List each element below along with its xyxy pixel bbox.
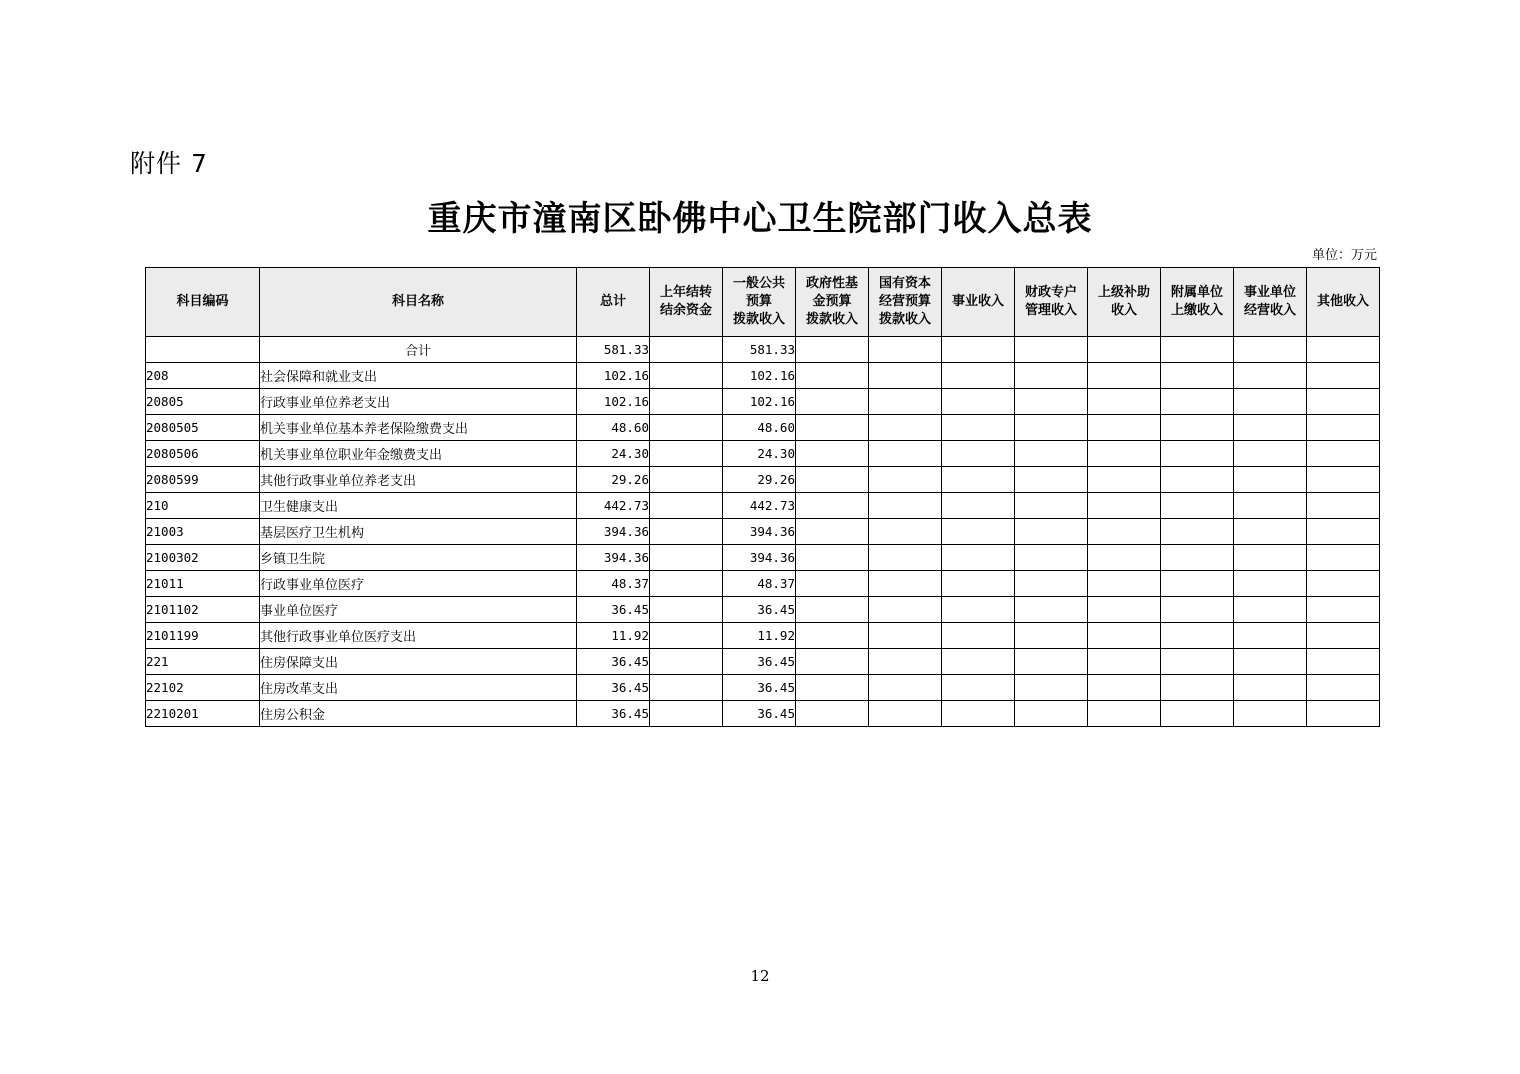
- table-row: [146, 597, 1380, 623]
- cell-empty: [796, 441, 869, 467]
- header-state-capital-budget: 国有资本 经营预算 拨款收入: [869, 268, 942, 337]
- cell-name: 乡镇卫生院: [260, 545, 577, 571]
- cell-carryover: [650, 467, 723, 493]
- cell-empty: [1234, 571, 1307, 597]
- cell-total: 48.60: [577, 415, 650, 441]
- cell-empty: [1088, 675, 1161, 701]
- header-row: [146, 268, 1380, 337]
- cell-empty: [1015, 467, 1088, 493]
- cell-code: 2100302: [146, 545, 260, 571]
- cell-empty: [1234, 337, 1307, 363]
- cell-empty: [869, 649, 942, 675]
- cell-empty: [796, 363, 869, 389]
- header-subject-name: 科目名称: [260, 268, 577, 337]
- cell-carryover: [650, 363, 723, 389]
- cell-name: 其他行政事业单位医疗支出: [260, 623, 577, 649]
- cell-empty: [869, 337, 942, 363]
- revenue-table: [145, 267, 1380, 727]
- cell-empty: [1015, 441, 1088, 467]
- cell-empty: [942, 467, 1015, 493]
- cell-empty: [1307, 545, 1380, 571]
- cell-empty: [1161, 363, 1234, 389]
- cell-general-budget: 48.60: [723, 415, 796, 441]
- cell-general-budget: 36.45: [723, 649, 796, 675]
- cell-name: 机关事业单位基本养老保险缴费支出: [260, 415, 577, 441]
- cell-empty: [1088, 649, 1161, 675]
- cell-empty: [869, 597, 942, 623]
- cell-empty: [796, 701, 869, 727]
- cell-name: 住房改革支出: [260, 675, 577, 701]
- cell-name: 机关事业单位职业年金缴费支出: [260, 441, 577, 467]
- cell-empty: [1161, 415, 1234, 441]
- header-other-income: 其他收入: [1307, 268, 1380, 337]
- table-row: [146, 675, 1380, 701]
- cell-empty: [796, 623, 869, 649]
- cell-code: 22102: [146, 675, 260, 701]
- table-row: [146, 571, 1380, 597]
- cell-total: 394.36: [577, 519, 650, 545]
- cell-empty: [1307, 649, 1380, 675]
- cell-carryover: [650, 701, 723, 727]
- cell-empty: [869, 571, 942, 597]
- cell-empty: [1161, 597, 1234, 623]
- cell-empty: [796, 597, 869, 623]
- cell-name: 住房保障支出: [260, 649, 577, 675]
- cell-empty: [1307, 571, 1380, 597]
- cell-empty: [1307, 597, 1380, 623]
- cell-empty: [1088, 493, 1161, 519]
- cell-empty: [796, 571, 869, 597]
- cell-code: 2101199: [146, 623, 260, 649]
- cell-empty: [1161, 701, 1234, 727]
- cell-empty: [1161, 545, 1234, 571]
- cell-empty: [1088, 441, 1161, 467]
- cell-empty: [1161, 649, 1234, 675]
- cell-empty: [1088, 623, 1161, 649]
- table-body: [146, 337, 1380, 727]
- page-title-text: 重庆市潼南区卧佛中心卫生院部门收入总表: [427, 199, 1093, 239]
- cell-general-budget: 24.30: [723, 441, 796, 467]
- cell-empty: [796, 493, 869, 519]
- unit-label: 单位：万元: [1311, 248, 1377, 263]
- cell-general-budget: 102.16: [723, 363, 796, 389]
- cell-carryover: [650, 337, 723, 363]
- cell-empty: [1088, 337, 1161, 363]
- cell-empty: [1307, 415, 1380, 441]
- table-row: [146, 519, 1380, 545]
- cell-name: 行政事业单位医疗: [260, 571, 577, 597]
- cell-code: 2210201: [146, 701, 260, 727]
- cell-code: 20805: [146, 389, 260, 415]
- cell-carryover: [650, 389, 723, 415]
- cell-empty: [1307, 441, 1380, 467]
- cell-total: 102.16: [577, 363, 650, 389]
- cell-empty: [942, 441, 1015, 467]
- cell-empty: [1234, 545, 1307, 571]
- cell-empty: [869, 389, 942, 415]
- cell-empty: [869, 363, 942, 389]
- cell-carryover: [650, 493, 723, 519]
- header-subject-code: 科目编码: [146, 268, 260, 337]
- cell-general-budget: 394.36: [723, 519, 796, 545]
- cell-empty: [796, 337, 869, 363]
- cell-empty: [942, 337, 1015, 363]
- header-business-operation-income: 事业单位 经营收入: [1234, 268, 1307, 337]
- cell-carryover: [650, 623, 723, 649]
- cell-empty: [1234, 441, 1307, 467]
- cell-code: 221: [146, 649, 260, 675]
- cell-code: [146, 337, 260, 363]
- cell-carryover: [650, 649, 723, 675]
- cell-empty: [1234, 701, 1307, 727]
- cell-empty: [1015, 389, 1088, 415]
- cell-empty: [1234, 597, 1307, 623]
- cell-empty: [796, 649, 869, 675]
- cell-empty: [1015, 649, 1088, 675]
- cell-total-label: 合计: [260, 337, 577, 363]
- cell-empty: [1307, 519, 1380, 545]
- cell-empty: [942, 571, 1015, 597]
- table-row: [146, 701, 1380, 727]
- cell-general-budget: 442.73: [723, 493, 796, 519]
- cell-general-budget: 36.45: [723, 597, 796, 623]
- cell-empty: [942, 675, 1015, 701]
- header-fiscal-account-income: 财政专户 管理收入: [1015, 268, 1088, 337]
- cell-empty: [1234, 675, 1307, 701]
- cell-total: 102.16: [577, 389, 650, 415]
- cell-total: 36.45: [577, 597, 650, 623]
- cell-name: 基层医疗卫生机构: [260, 519, 577, 545]
- cell-empty: [1088, 571, 1161, 597]
- cell-general-budget: 36.45: [723, 675, 796, 701]
- cell-empty: [869, 493, 942, 519]
- table-row: [146, 441, 1380, 467]
- header-superior-subsidy: 上级补助 收入: [1088, 268, 1161, 337]
- cell-name: 其他行政事业单位养老支出: [260, 467, 577, 493]
- cell-empty: [1088, 701, 1161, 727]
- cell-code: 208: [146, 363, 260, 389]
- table-row: [146, 493, 1380, 519]
- table-row: [146, 363, 1380, 389]
- cell-empty: [1307, 467, 1380, 493]
- cell-carryover: [650, 519, 723, 545]
- cell-empty: [942, 519, 1015, 545]
- cell-total: 36.45: [577, 701, 650, 727]
- cell-empty: [1161, 493, 1234, 519]
- cell-empty: [1234, 389, 1307, 415]
- cell-total: 442.73: [577, 493, 650, 519]
- cell-general-budget: 11.92: [723, 623, 796, 649]
- cell-empty: [1088, 597, 1161, 623]
- cell-total: 581.33: [577, 337, 650, 363]
- cell-empty: [869, 545, 942, 571]
- cell-empty: [1161, 467, 1234, 493]
- header-general-budget: 一般公共 预算 拨款收入: [723, 268, 796, 337]
- cell-empty: [1088, 545, 1161, 571]
- cell-total: 24.30: [577, 441, 650, 467]
- cell-empty: [1234, 363, 1307, 389]
- cell-empty: [1307, 623, 1380, 649]
- cell-name: 卫生健康支出: [260, 493, 577, 519]
- table-row: [146, 623, 1380, 649]
- cell-name: 住房公积金: [260, 701, 577, 727]
- cell-carryover: [650, 441, 723, 467]
- cell-empty: [1015, 415, 1088, 441]
- header-business-income: 事业收入: [942, 268, 1015, 337]
- page-title: [0, 191, 1520, 240]
- cell-empty: [869, 701, 942, 727]
- cell-empty: [1307, 701, 1380, 727]
- cell-empty: [942, 597, 1015, 623]
- cell-empty: [869, 675, 942, 701]
- cell-empty: [796, 389, 869, 415]
- page-number: 12: [750, 967, 770, 985]
- header-carryover-balance: 上年结转 结余资金: [650, 268, 723, 337]
- cell-empty: [1161, 441, 1234, 467]
- table-row: [146, 545, 1380, 571]
- cell-empty: [1161, 675, 1234, 701]
- cell-empty: [1307, 389, 1380, 415]
- cell-empty: [1307, 337, 1380, 363]
- cell-code: 2080599: [146, 467, 260, 493]
- cell-empty: [942, 649, 1015, 675]
- header-total: 总计: [577, 268, 650, 337]
- cell-empty: [942, 415, 1015, 441]
- cell-empty: [796, 545, 869, 571]
- cell-empty: [1088, 519, 1161, 545]
- table-header: [146, 268, 1380, 337]
- table-row-total: [146, 337, 1380, 363]
- cell-carryover: [650, 545, 723, 571]
- cell-empty: [1234, 649, 1307, 675]
- cell-empty: [1234, 623, 1307, 649]
- cell-empty: [1234, 467, 1307, 493]
- cell-total: 11.92: [577, 623, 650, 649]
- cell-empty: [869, 441, 942, 467]
- cell-empty: [942, 493, 1015, 519]
- cell-empty: [1015, 597, 1088, 623]
- cell-empty: [1307, 493, 1380, 519]
- cell-empty: [869, 623, 942, 649]
- cell-empty: [942, 363, 1015, 389]
- cell-empty: [1088, 467, 1161, 493]
- cell-empty: [796, 467, 869, 493]
- table-row: [146, 415, 1380, 441]
- header-gov-fund-budget: 政府性基 金预算 拨款收入: [796, 268, 869, 337]
- cell-empty: [1015, 623, 1088, 649]
- cell-empty: [942, 701, 1015, 727]
- cell-empty: [1015, 337, 1088, 363]
- cell-general-budget: 48.37: [723, 571, 796, 597]
- cell-empty: [1088, 363, 1161, 389]
- attachment-label: 附件 7: [130, 149, 208, 178]
- cell-empty: [1015, 493, 1088, 519]
- cell-empty: [1015, 675, 1088, 701]
- table-row: [146, 467, 1380, 493]
- cell-name: 行政事业单位养老支出: [260, 389, 577, 415]
- cell-empty: [1015, 363, 1088, 389]
- cell-empty: [1161, 623, 1234, 649]
- cell-total: 394.36: [577, 545, 650, 571]
- cell-total: 36.45: [577, 649, 650, 675]
- cell-general-budget: 102.16: [723, 389, 796, 415]
- header-affiliated-unit-income: 附属单位 上缴收入: [1161, 268, 1234, 337]
- cell-empty: [796, 675, 869, 701]
- cell-empty: [1307, 363, 1380, 389]
- cell-empty: [1088, 389, 1161, 415]
- cell-carryover: [650, 415, 723, 441]
- cell-empty: [942, 545, 1015, 571]
- cell-empty: [869, 467, 942, 493]
- cell-code: 2080505: [146, 415, 260, 441]
- cell-carryover: [650, 675, 723, 701]
- cell-name: 社会保障和就业支出: [260, 363, 577, 389]
- cell-code: 2101102: [146, 597, 260, 623]
- cell-empty: [869, 415, 942, 441]
- cell-empty: [1161, 519, 1234, 545]
- cell-carryover: [650, 597, 723, 623]
- table-row: [146, 389, 1380, 415]
- cell-code: 2080506: [146, 441, 260, 467]
- cell-empty: [1234, 493, 1307, 519]
- cell-empty: [1161, 389, 1234, 415]
- cell-empty: [1015, 545, 1088, 571]
- cell-empty: [1161, 337, 1234, 363]
- cell-code: 21003: [146, 519, 260, 545]
- cell-empty: [796, 519, 869, 545]
- cell-empty: [1015, 519, 1088, 545]
- cell-empty: [1088, 415, 1161, 441]
- cell-general-budget: 29.26: [723, 467, 796, 493]
- cell-empty: [1234, 519, 1307, 545]
- cell-empty: [1161, 571, 1234, 597]
- cell-empty: [1234, 415, 1307, 441]
- cell-total: 48.37: [577, 571, 650, 597]
- cell-general-budget: 581.33: [723, 337, 796, 363]
- cell-empty: [1307, 675, 1380, 701]
- cell-total: 29.26: [577, 467, 650, 493]
- cell-code: 21011: [146, 571, 260, 597]
- cell-general-budget: 36.45: [723, 701, 796, 727]
- table-row: [146, 649, 1380, 675]
- cell-empty: [796, 415, 869, 441]
- cell-empty: [1015, 571, 1088, 597]
- cell-empty: [942, 389, 1015, 415]
- cell-name: 事业单位医疗: [260, 597, 577, 623]
- cell-total: 36.45: [577, 675, 650, 701]
- cell-general-budget: 394.36: [723, 545, 796, 571]
- cell-empty: [1015, 701, 1088, 727]
- cell-empty: [942, 623, 1015, 649]
- cell-empty: [869, 519, 942, 545]
- cell-code: 210: [146, 493, 260, 519]
- cell-carryover: [650, 571, 723, 597]
